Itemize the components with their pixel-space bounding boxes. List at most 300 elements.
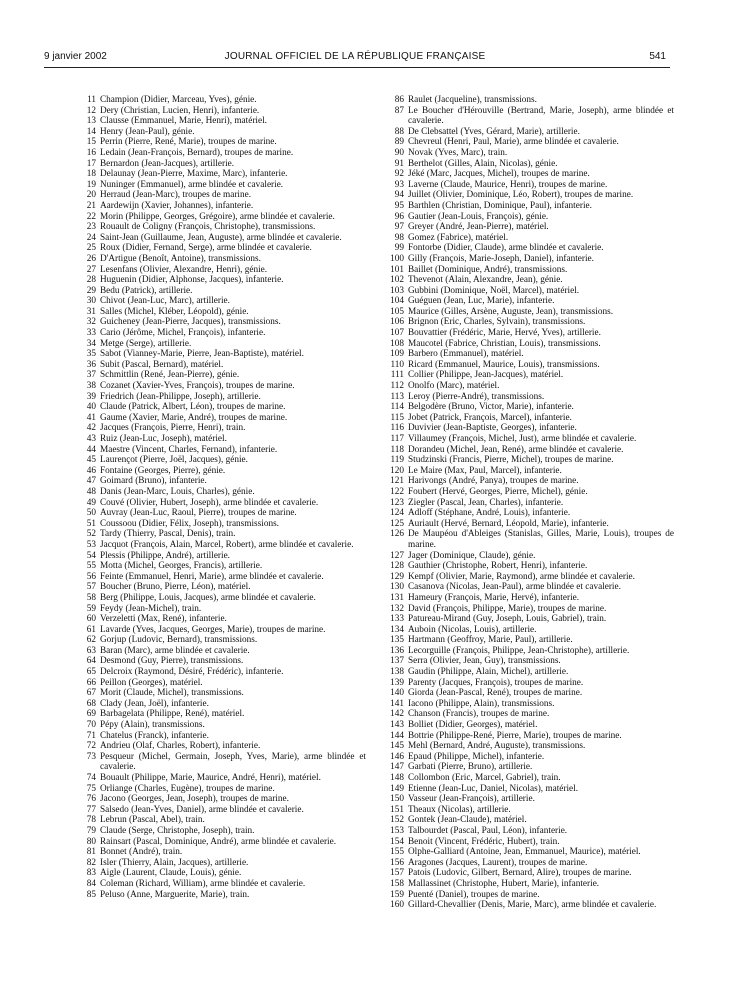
entry-number: 14 xyxy=(86,126,96,137)
entry-text: Baillet (Dominique, André), transmissions. xyxy=(408,264,568,275)
entry-text: Barthlen (Christian, Dominique, Paul), infanterie. xyxy=(408,200,592,211)
entry-text: Morit (Claude, Michel), transmissions. xyxy=(100,688,244,699)
entry-text: Gorjup (Ludovic, Bernard), transmissions. xyxy=(100,635,258,646)
entry-text: Tardy (Thierry, Pascal, Denis), train. xyxy=(100,529,236,540)
entry-text: Gilly (François, Marie-Joseph, Daniel), infanterie. xyxy=(408,253,594,264)
list-item xyxy=(384,837,674,848)
entry-text: Jobet (Patrick, François, Marcel), infanterie. xyxy=(408,412,572,423)
entry-number: 72 xyxy=(86,741,96,752)
list-item xyxy=(384,137,674,148)
list-item xyxy=(76,445,366,456)
list-item xyxy=(76,519,366,530)
entry-text: Jacques (François, Pierre, Henri), train. xyxy=(100,423,246,434)
entry-number: 126 xyxy=(390,529,404,540)
list-item xyxy=(76,699,366,710)
entry-number: 11 xyxy=(87,95,96,105)
entry-number: 70 xyxy=(86,720,96,731)
list-item xyxy=(384,328,674,339)
entry-number: 74 xyxy=(86,773,96,783)
list-item xyxy=(384,180,674,191)
list-item xyxy=(76,95,366,106)
entry-number: 30 xyxy=(86,296,96,307)
list-item xyxy=(76,296,366,307)
list-item xyxy=(384,635,674,646)
entry-number: 38 xyxy=(86,381,96,392)
entry-text: Aardewijn (Xavier, Johannes), infanterie. xyxy=(100,200,254,211)
list-item xyxy=(76,731,366,742)
entry-text: Belgodère (Bruno, Victor, Marie), infanterie. xyxy=(408,402,574,413)
entry-text: Iacono (Philippe, Alain), transmissions. xyxy=(408,698,555,709)
entry-number: 13 xyxy=(86,116,96,127)
entry-number: 42 xyxy=(86,423,96,434)
right-column xyxy=(384,95,674,911)
list-item xyxy=(384,731,674,742)
entry-number: 112 xyxy=(390,381,404,392)
entry-text: Roux (Didier, Fernand, Serge), arme blindée et cavalerie. xyxy=(100,243,312,254)
entry-text: Lebrun (Pascal, Abel), train. xyxy=(100,815,205,826)
entry-text: Auriault (Hervé, Bernard, Léopold, Marie), infanterie. xyxy=(408,518,609,529)
list-item xyxy=(384,572,674,583)
entry-number: 81 xyxy=(86,847,96,858)
entry-number: 55 xyxy=(86,561,96,572)
entry-number: 134 xyxy=(390,624,404,635)
entry-text: Coussoou (Didier, Félix, Joseph), transmissions. xyxy=(100,518,279,529)
entry-text: Puenté (Daniel), troupes de marine. xyxy=(408,889,540,900)
entry-number: 21 xyxy=(86,200,96,211)
entry-text: Villaumey (François, Michel, Just), arme blindée et cavalerie. xyxy=(408,434,637,444)
entry-text: Chatelus (Franck), infanterie. xyxy=(100,730,209,741)
list-item xyxy=(76,582,366,593)
entry-number: 50 xyxy=(86,508,96,519)
list-item xyxy=(384,667,674,678)
entry-text: Rainsart (Pascal, Dominique, André), arme blindée et cavalerie. xyxy=(100,836,337,847)
entry-text: Olphe-Galliard (Antoine, Jean, Emmanuel, Maurice), matériel. xyxy=(408,847,641,858)
entry-number: 135 xyxy=(390,635,404,646)
list-item xyxy=(76,805,366,816)
entry-number: 60 xyxy=(86,614,96,625)
left-column xyxy=(76,95,366,900)
list-item xyxy=(76,317,366,328)
entry-number: 34 xyxy=(86,338,96,349)
entry-number: 96 xyxy=(394,211,404,222)
entry-text: Gillard-Chevallier (Denis, Marie, Marc), arme blindée et cavalerie. xyxy=(408,900,657,911)
list-item xyxy=(384,858,674,869)
entry-text: Laurençot (Pierre, Joël, Jacques), génie. xyxy=(100,455,248,466)
entry-number: 142 xyxy=(390,709,404,720)
entry-text: Lecorguille (François, Philippe, Jean-Christophe), artillerie. xyxy=(408,645,630,656)
entry-number: 20 xyxy=(86,190,96,201)
entry-text: Parenty (Jacques, François), troupes de marine. xyxy=(408,677,584,688)
list-item xyxy=(384,423,674,434)
list-item xyxy=(384,604,674,615)
entry-text: Sabot (Vianney-Marie, Pierre, Jean-Baptiste), matériel. xyxy=(100,349,304,360)
list-item xyxy=(76,137,366,148)
entry-number: 111 xyxy=(390,370,404,381)
list-item xyxy=(76,847,366,858)
entry-number: 153 xyxy=(390,825,404,836)
list-item xyxy=(76,572,366,583)
entry-text: Gaume (Xavier, Marie, André), troupes de marine. xyxy=(100,412,288,423)
entry-number: 93 xyxy=(394,179,404,190)
entry-text: Perrin (Pierre, René, Marie), troupes de marine. xyxy=(100,137,277,148)
list-item xyxy=(384,286,674,297)
list-item xyxy=(76,169,366,180)
entry-number: 152 xyxy=(390,815,404,826)
entry-text: Cozanet (Xavier-Yves, François), troupes de marine. xyxy=(100,381,295,392)
list-item xyxy=(384,487,674,498)
entry-text: Ziegler (Pascal, Jean, Charles), infanterie. xyxy=(408,497,564,508)
entry-text: Kempf (Olivier, Marie, Raymond), arme blindée et cavalerie. xyxy=(408,571,635,582)
entry-text: Isler (Thierry, Alain, Jacques), artillerie. xyxy=(100,857,249,868)
list-item xyxy=(76,455,366,466)
list-item xyxy=(384,360,674,371)
list-item xyxy=(384,127,674,138)
list-item xyxy=(76,190,366,201)
entry-text: Morin (Philippe, Georges, Grégoire), arme blindée et cavalerie. xyxy=(100,211,335,222)
entry-text: Plessis (Philippe, André), artillerie. xyxy=(100,550,230,561)
entry-number: 82 xyxy=(86,857,96,868)
entry-number: 54 xyxy=(86,550,96,561)
entry-text: Ruiz (Jean-Luc, Joseph), matériel. xyxy=(100,434,227,444)
list-item xyxy=(76,741,366,752)
entry-text: Duvivier (Jean-Baptiste, Georges), infanterie. xyxy=(408,423,577,434)
entry-number: 151 xyxy=(390,804,404,815)
entry-number: 73 xyxy=(86,751,96,762)
list-item xyxy=(384,254,674,265)
entry-number: 110 xyxy=(390,359,404,370)
entry-number: 86 xyxy=(394,95,404,105)
list-item xyxy=(76,360,366,371)
entry-number: 63 xyxy=(86,645,96,656)
list-item xyxy=(76,180,366,191)
list-item xyxy=(76,656,366,667)
entry-text: Thevenot (Alain, Alexandre, Jean), génie. xyxy=(408,275,563,286)
list-item xyxy=(76,434,366,445)
entry-number: 53 xyxy=(86,539,96,550)
issue-date: 9 janvier 2002 xyxy=(44,51,107,62)
list-item xyxy=(384,466,674,477)
entry-text: Onolfo (Marc), matériel. xyxy=(408,381,500,392)
entry-text: Berthelot (Gilles, Alain, Nicolas), génie. xyxy=(408,158,558,169)
list-item xyxy=(384,551,674,562)
list-item xyxy=(76,593,366,604)
entry-number: 106 xyxy=(390,317,404,328)
list-item xyxy=(76,667,366,678)
entry-number: 123 xyxy=(390,497,404,508)
entry-number: 17 xyxy=(86,158,96,169)
entry-text: Fontaine (Georges, Pierre), génie. xyxy=(100,465,226,476)
list-item xyxy=(76,773,366,784)
entry-number: 139 xyxy=(390,677,404,688)
list-item xyxy=(384,265,674,276)
list-item xyxy=(384,614,674,625)
entry-text: Bouault (Philippe, Marie, Maurice, André, Henri), matériel. xyxy=(100,773,321,783)
list-item xyxy=(384,688,674,699)
entry-text: Ricard (Emmanuel, Maurice, Louis), transmissions. xyxy=(408,359,600,370)
entry-number: 130 xyxy=(390,582,404,593)
entry-text: Bouvattier (Frédéric, Marie, Hervé, Yves), artillerie. xyxy=(408,328,601,339)
entry-number: 83 xyxy=(86,868,96,879)
entry-number: 24 xyxy=(86,232,96,243)
entry-number: 28 xyxy=(86,275,96,286)
entry-number: 149 xyxy=(390,783,404,794)
entry-number: 35 xyxy=(86,349,96,360)
entry-text: Pesqueur (Michel, Germain, Joseph, Yves, Marie), arme blindée et cavalerie. xyxy=(100,751,366,773)
entry-number: 68 xyxy=(86,698,96,709)
list-item xyxy=(76,106,366,117)
entry-number: 22 xyxy=(86,211,96,222)
entry-number: 101 xyxy=(390,264,404,275)
entry-number: 117 xyxy=(390,434,404,444)
list-item xyxy=(384,699,674,710)
list-item xyxy=(76,212,366,223)
entry-number: 133 xyxy=(390,614,404,625)
entry-number: 65 xyxy=(86,667,96,678)
list-item xyxy=(384,106,674,127)
entry-text: Theaux (Nicolas), artillerie. xyxy=(408,804,511,815)
entry-number: 97 xyxy=(394,222,404,233)
list-item xyxy=(76,148,366,159)
entry-number: 114 xyxy=(390,402,404,413)
entry-text: Etienne (Jean-Luc, Daniel, Nicolas), matériel. xyxy=(408,783,579,794)
entry-text: Gaudin (Philippe, Alain, Michel), artillerie. xyxy=(408,667,569,678)
entry-text: Feinte (Emmanuel, Henri, Marie), arme blindée et cavalerie. xyxy=(100,571,324,582)
entry-text: Collombon (Eric, Marcel, Gabriel), train. xyxy=(408,773,561,783)
entry-text: Andrieu (Olaf, Charles, Robert), infanterie. xyxy=(100,741,261,752)
entry-text: Motta (Michel, Georges, Francis), artillerie. xyxy=(100,561,263,572)
list-item xyxy=(76,402,366,413)
list-item xyxy=(76,349,366,360)
entry-text: De Clebsattel (Yves, Gérard, Marie), artillerie. xyxy=(408,126,580,137)
entry-number: 25 xyxy=(86,243,96,254)
entry-text: Dorandeu (Michel, Jean, René), arme blindée et cavalerie. xyxy=(408,444,624,455)
entry-text: Clady (Jean, Joël), infanterie. xyxy=(100,698,209,709)
entry-number: 109 xyxy=(390,349,404,360)
entry-number: 33 xyxy=(86,328,96,339)
entry-number: 105 xyxy=(390,306,404,317)
entry-text: Harivongs (André, Panya), troupes de marine. xyxy=(408,476,579,487)
entry-number: 12 xyxy=(86,105,96,116)
list-item xyxy=(76,826,366,837)
list-item xyxy=(76,413,366,424)
entry-number: 158 xyxy=(390,878,404,889)
list-item xyxy=(76,635,366,646)
entry-text: D'Artigue (Benoît, Antoine), transmissions. xyxy=(100,253,261,264)
entry-text: Maestre (Vincent, Charles, Fernand), infanterie. xyxy=(100,444,278,455)
list-item xyxy=(384,678,674,689)
entry-text: Brignon (Eric, Charles, Sylvain), transmissions. xyxy=(408,317,586,328)
list-item xyxy=(384,190,674,201)
entry-text: Giorda (Jean-Pascal, René), troupes de marine. xyxy=(408,688,583,699)
list-item xyxy=(384,212,674,223)
entry-number: 56 xyxy=(86,571,96,582)
list-item xyxy=(384,296,674,307)
entry-text: Nuninger (Emmanuel), arme blindée et cavalerie. xyxy=(100,179,284,190)
entry-number: 62 xyxy=(86,635,96,646)
list-item xyxy=(384,370,674,381)
entry-text: Pépy (Alain), transmissions. xyxy=(100,720,205,731)
entry-text: Talbourdet (Pascal, Paul, Léon), infanterie. xyxy=(408,825,568,836)
list-item xyxy=(384,95,674,106)
entry-number: 113 xyxy=(390,391,404,402)
entry-number: 99 xyxy=(394,243,404,254)
header-rule xyxy=(44,67,670,68)
entry-number: 46 xyxy=(86,465,96,476)
list-item xyxy=(76,678,366,689)
list-item xyxy=(76,254,366,265)
entry-text: Patureau-Mirand (Guy, Joseph, Louis, Gabriel), train. xyxy=(408,614,607,625)
entry-number: 154 xyxy=(390,836,404,847)
entry-number: 95 xyxy=(394,200,404,211)
list-item xyxy=(384,900,674,911)
list-item xyxy=(76,116,366,127)
entry-number: 141 xyxy=(390,698,404,709)
entry-text: Orliange (Charles, Eugène), troupes de marine. xyxy=(100,783,275,794)
entry-number: 80 xyxy=(86,836,96,847)
entry-number: 94 xyxy=(394,190,404,201)
entry-text: Aragones (Jacques, Laurent), troupes de marine. xyxy=(408,857,588,868)
entry-number: 125 xyxy=(390,518,404,529)
list-item xyxy=(76,423,366,434)
list-item xyxy=(76,466,366,477)
entry-text: Feydy (Jean-Michel), train. xyxy=(100,603,202,614)
list-item xyxy=(76,604,366,615)
entry-number: 15 xyxy=(86,137,96,148)
entry-text: Gauthier (Christophe, Robert, Henri), infanterie. xyxy=(408,561,588,572)
entry-text: Juillet (Olivier, Dominique, Léo, Robert), troupes de marine. xyxy=(408,190,634,201)
entry-text: Studzinski (Francis, Pierre, Michel), troupes de marine. xyxy=(408,455,614,466)
entry-text: Friedrich (Jean-Philippe, Joseph), artillerie. xyxy=(100,391,261,402)
entry-text: Greyer (André, Jean-Pierre), matériel. xyxy=(408,222,549,233)
entry-text: Gomez (Fabrice), matériel. xyxy=(408,232,509,243)
list-item xyxy=(76,614,366,625)
list-item xyxy=(384,498,674,509)
entry-text: Gubbini (Dominique, Noël, Marcel), matériel. xyxy=(408,285,580,296)
list-item xyxy=(76,233,366,244)
list-item xyxy=(384,339,674,350)
entry-text: Jacono (Georges, Jean, Joseph), troupes de marine. xyxy=(100,794,289,805)
entry-text: Bedu (Patrick), artillerie. xyxy=(100,285,193,296)
entry-text: Dery (Christian, Lucien, Henri), infanterie. xyxy=(100,105,260,116)
entry-number: 85 xyxy=(86,889,96,900)
entry-text: Raulet (Jacqueline), transmissions. xyxy=(408,95,537,105)
entry-number: 51 xyxy=(86,518,96,529)
list-item xyxy=(384,741,674,752)
entry-text: Claude (Patrick, Albert, Léon), troupes de marine. xyxy=(100,402,286,413)
list-item xyxy=(76,328,366,339)
entry-text: Barbagelata (Philippe, René), matériel. xyxy=(100,709,245,720)
entry-text: Auboin (Nicolas, Louis), artillerie. xyxy=(408,624,537,635)
entry-text: Desmond (Guy, Pierre), transmissions. xyxy=(100,656,244,667)
entry-number: 76 xyxy=(86,794,96,805)
list-item xyxy=(384,805,674,816)
entry-number: 39 xyxy=(86,391,96,402)
entry-number: 45 xyxy=(86,455,96,466)
entry-number: 88 xyxy=(394,126,404,137)
entry-text: Lavarde (Yves, Jacques, Georges, Marie), troupes de marine. xyxy=(100,624,326,635)
entry-text: Le Boucher d'Hérouville (Bertrand, Marie, Joseph), arme blindée et cavalerie. xyxy=(408,105,674,127)
entry-text: Herraud (Jean-Marc), troupes de marine. xyxy=(100,190,252,201)
list-item xyxy=(384,815,674,826)
entry-text: Maurice (Gilles, Arsène, Auguste, Jean), transmissions. xyxy=(408,306,614,317)
list-item xyxy=(384,307,674,318)
entry-text: Barbero (Emmanuel), matériel. xyxy=(408,349,524,360)
entry-number: 129 xyxy=(390,571,404,582)
page-header xyxy=(44,50,666,66)
list-item xyxy=(76,709,366,720)
entry-number: 44 xyxy=(86,444,96,455)
entry-text: Verzeletti (Max, René), infanterie. xyxy=(100,614,227,625)
entry-text: Le Maire (Max, Paul, Marcel), infanterie. xyxy=(408,465,562,476)
entry-number: 79 xyxy=(86,825,96,836)
entry-number: 48 xyxy=(86,486,96,497)
entry-number: 61 xyxy=(86,624,96,635)
entry-number: 78 xyxy=(86,815,96,826)
entry-number: 127 xyxy=(390,550,404,561)
entry-text: Huguenin (Didier, Alphonse, Jacques), infanterie. xyxy=(100,275,284,286)
list-item xyxy=(76,837,366,848)
entry-number: 100 xyxy=(390,253,404,264)
entry-number: 36 xyxy=(86,359,96,370)
entry-number: 91 xyxy=(394,158,404,169)
entry-number: 26 xyxy=(86,253,96,264)
list-item xyxy=(76,890,366,901)
entry-number: 57 xyxy=(86,582,96,593)
entry-number: 131 xyxy=(390,592,404,603)
entry-number: 32 xyxy=(86,317,96,328)
entry-number: 23 xyxy=(86,222,96,233)
entry-text: Rouault de Coligny (François, Christophe), transmissions. xyxy=(100,222,316,233)
entry-text: Delaunay (Jean-Pierre, Maxime, Marc), infanterie. xyxy=(100,169,288,180)
entry-number: 90 xyxy=(394,147,404,158)
list-item xyxy=(76,540,366,551)
list-item xyxy=(384,413,674,424)
entry-text: Chevreul (Henri, Paul, Marie), arme blindée et cavalerie. xyxy=(408,137,619,148)
entry-number: 18 xyxy=(86,169,96,180)
entry-text: Saint-Jean (Guillaume, Jean, Auguste), arme blindée et cavalerie. xyxy=(100,232,342,243)
entry-text: Collier (Philippe, Jean-Jacques), matériel. xyxy=(408,370,564,381)
entry-number: 115 xyxy=(390,412,404,423)
entry-text: Claude (Serge, Christophe, Joseph), train. xyxy=(100,825,255,836)
entry-text: Hartmann (Geoffroy, Marie, Paul), artillerie. xyxy=(408,635,573,646)
list-item xyxy=(76,265,366,276)
list-item xyxy=(76,794,366,805)
entry-text: Gautier (Jean-Louis, François), génie. xyxy=(408,211,549,222)
entry-text: Vasseur (Jean-François), artillerie. xyxy=(408,794,535,805)
entry-number: 43 xyxy=(86,434,96,444)
list-item xyxy=(384,275,674,286)
list-item xyxy=(384,476,674,487)
list-item xyxy=(384,349,674,360)
entry-text: Lesenfans (Olivier, Alexandre, Henri), génie. xyxy=(100,264,268,275)
list-item xyxy=(76,243,366,254)
list-item xyxy=(384,392,674,403)
list-item xyxy=(384,148,674,159)
entry-number: 119 xyxy=(390,455,404,466)
entry-text: Peluso (Anne, Marguerite, Marie), train. xyxy=(100,889,250,900)
list-item xyxy=(76,625,366,636)
entry-number: 132 xyxy=(390,603,404,614)
entry-number: 146 xyxy=(390,751,404,762)
list-item xyxy=(76,381,366,392)
list-item xyxy=(76,307,366,318)
list-item xyxy=(384,720,674,731)
entry-text: David (François, Philippe, Marie), troupes de marine. xyxy=(408,603,607,614)
list-item xyxy=(384,243,674,254)
entry-text: Bottrie (Philippe-René, Pierre, Marie), troupes de marine. xyxy=(408,730,622,741)
entry-number: 92 xyxy=(394,169,404,180)
entry-text: Laverne (Claude, Maurice, Henri), troupes de marine. xyxy=(408,179,608,190)
